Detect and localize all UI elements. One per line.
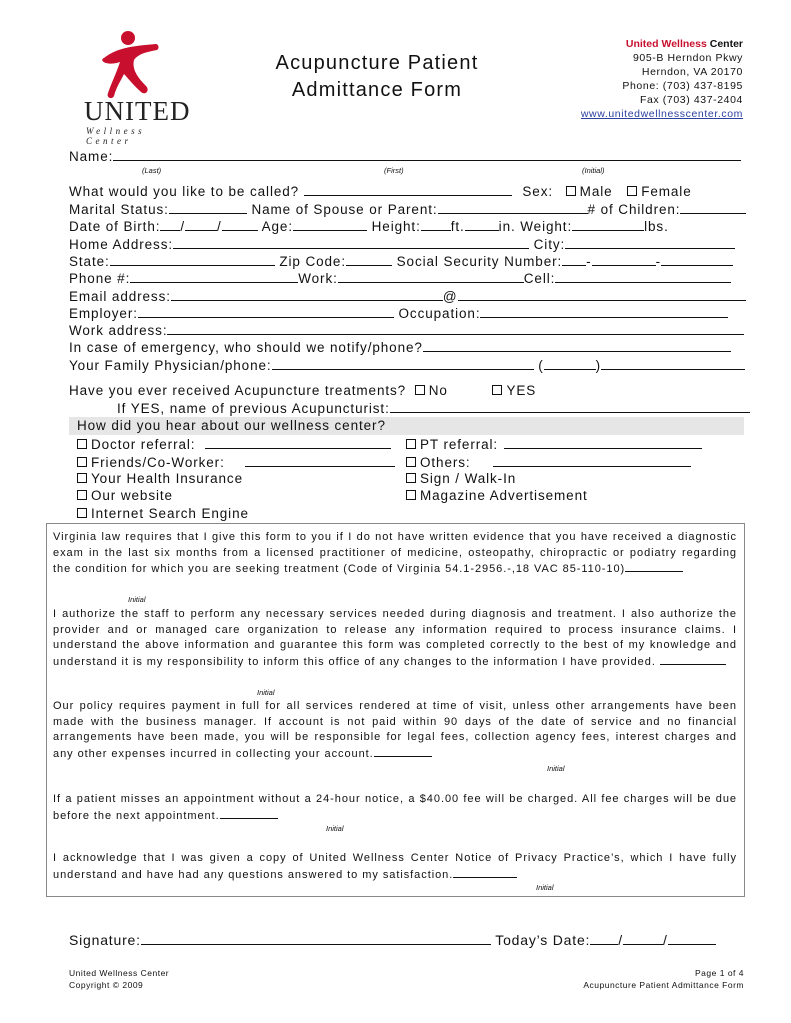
others-field[interactable]	[493, 453, 691, 467]
initial-field-4[interactable]	[220, 808, 278, 819]
logo-subtitle: Wellness Center	[86, 126, 146, 146]
dob-day-field[interactable]	[185, 217, 217, 231]
email-user-field[interactable]	[171, 287, 443, 301]
insurance-checkbox[interactable]	[77, 473, 87, 483]
legal-paragraph-1: Virginia law requires that I give this form to you if I do not have written evidence that you have received a diagnostic exam in the last six months from a licensed practitioner of medicine, osteopathy, chiropractic or podiatry regarding the condition for which you are seeking treatment (Code of Virginia 54.1-2956.-,18 VAC 85-110-10)	[53, 531, 737, 576]
signature-row: Signature: Today’s Date: / /	[69, 931, 716, 949]
person-logo-icon	[84, 30, 194, 100]
signature-field[interactable]	[141, 931, 491, 945]
initial-label-3: Initial	[547, 764, 565, 773]
search-engine-checkbox[interactable]	[77, 508, 87, 518]
footer-copyright: Copyright © 2009	[69, 980, 144, 990]
marital-row: Marital Status: Name of Spouse or Parent: # of Children:	[69, 200, 746, 218]
dob-row: Date of Birth: / / Age: Height: ft. in. Weight: lbs.	[69, 219, 669, 234]
address-line-1: 905-B Herndon Pkwy	[632, 52, 743, 64]
initial-field-3[interactable]	[374, 746, 432, 757]
work-phone-field[interactable]	[338, 269, 524, 283]
children-field[interactable]	[680, 200, 746, 214]
name-row: Name:	[69, 147, 741, 165]
insurance-option: Your Health Insurance	[77, 470, 243, 488]
emergency-row: In case of emergency, who should we notify/phone?	[69, 338, 731, 356]
weight-field[interactable]	[572, 217, 644, 231]
cell-field[interactable]	[555, 269, 731, 283]
physician-phone-field[interactable]	[601, 356, 745, 370]
website-link[interactable]: www.unitedwellnesscenter.com	[580, 108, 743, 120]
others-checkbox[interactable]	[406, 457, 416, 467]
called-row: What would you like to be called? Sex: Male Female	[69, 184, 692, 199]
employer-field[interactable]	[138, 304, 394, 318]
home-row: Home Address: City:	[69, 235, 735, 253]
work-address-row: Work address:	[69, 321, 744, 339]
title-line-2: Admittance Form	[291, 79, 463, 101]
footer-left	[69, 967, 169, 991]
footer-org: United Wellness Center	[69, 968, 170, 978]
phone-row: Phone #: Work: Cell:	[69, 269, 731, 287]
ssn-field-3[interactable]	[661, 252, 733, 266]
height-ft-field[interactable]	[421, 217, 451, 231]
city-field[interactable]	[565, 235, 735, 249]
male-checkbox[interactable]	[566, 186, 576, 196]
phone-line: Phone: (703) 437-8195	[622, 80, 743, 92]
prev-acupuncturist-row: If YES, name of previous Acupuncturist:	[117, 399, 750, 417]
title-line-1: Acupuncture Patient	[275, 52, 479, 74]
state-row: State: Zip Code: Social Security Number: - -	[69, 252, 733, 270]
ssn-field-2[interactable]	[592, 252, 656, 266]
first-caption: (First)	[384, 166, 404, 175]
female-checkbox[interactable]	[627, 186, 637, 196]
magazine-option: Magazine Advertisement	[406, 487, 588, 505]
doctor-referral-option: Doctor referral:	[77, 435, 391, 453]
friends-option: Friends/Co-Worker:	[77, 453, 395, 471]
work-address-field[interactable]	[167, 321, 744, 335]
ssn-field-1[interactable]	[562, 252, 586, 266]
legal-paragraph-4: If a patient misses an appointment without a 24-hour notice, a $40.00 fee will be charged. All fee charges will be due before the next appointment.	[53, 793, 737, 822]
employer-row: Employer: Occupation:	[69, 304, 728, 322]
acu-yes-checkbox[interactable]	[492, 385, 502, 395]
legal-paragraph-5: I acknowledge that I was given a copy of United Wellness Center Notice of Privacy Practice’s, which I have fully understand and have had any questions answered to my satisfaction.	[53, 852, 737, 881]
footer-page-number: Page 1 of 4	[695, 968, 744, 978]
date-day-field[interactable]	[623, 931, 663, 945]
pt-referral-field[interactable]	[504, 435, 702, 449]
contact-block	[581, 37, 743, 121]
pt-referral-option: PT referral:	[406, 435, 702, 453]
magazine-checkbox[interactable]	[406, 490, 416, 500]
dob-year-field[interactable]	[222, 217, 258, 231]
initial-field-1[interactable]	[625, 561, 683, 572]
age-field[interactable]	[293, 217, 367, 231]
initial-label-4: Initial	[326, 824, 344, 833]
nickname-field[interactable]	[304, 182, 512, 196]
emergency-field[interactable]	[423, 338, 731, 352]
physician-area-code-field[interactable]	[544, 356, 596, 370]
org-name: United Wellness Center	[625, 38, 743, 50]
zip-field[interactable]	[346, 252, 392, 266]
website-checkbox[interactable]	[77, 490, 87, 500]
doctor-referral-checkbox[interactable]	[77, 439, 87, 449]
state-field[interactable]	[110, 252, 275, 266]
home-address-field[interactable]	[173, 235, 529, 249]
doctor-referral-field[interactable]	[205, 435, 391, 449]
initial-field-5[interactable]	[453, 867, 517, 878]
spouse-field[interactable]	[438, 200, 588, 214]
logo-wordmark: UNITED	[84, 96, 191, 126]
physician-row: Your Family Physician/phone: ( )	[69, 356, 745, 374]
dob-month-field[interactable]	[160, 217, 180, 231]
footer-right	[583, 967, 744, 991]
email-row: Email address: @	[69, 287, 746, 305]
acu-no-checkbox[interactable]	[415, 385, 425, 395]
initial-label-2: Initial	[257, 688, 275, 697]
physician-field[interactable]	[272, 356, 534, 370]
logo	[84, 30, 194, 146]
initial-label-5: Initial	[536, 883, 554, 892]
date-month-field[interactable]	[590, 931, 618, 945]
date-year-field[interactable]	[668, 931, 716, 945]
page-title	[247, 50, 507, 104]
acupuncture-row: Have you ever received Acupuncture treatments? No YES	[69, 383, 537, 398]
sign-walkin-checkbox[interactable]	[406, 473, 416, 483]
email-domain-field[interactable]	[458, 287, 746, 301]
pt-referral-checkbox[interactable]	[406, 439, 416, 449]
address-line-2: Herndon, VA 20170	[641, 66, 743, 78]
phone-field[interactable]	[130, 269, 298, 283]
legal-paragraph-3: Our policy requires payment in full for all services rendered at time of visit, unless other arrangements have been made with the business manager. If account is not paid within 90 days of the date of service and no financial arrangements have been made, you will be responsible for legal fees, collection agency fees, interest charges and any other expenses incurred in collecting your account.	[53, 700, 737, 760]
last-caption: (Last)	[142, 166, 162, 175]
others-option: Others:	[406, 453, 691, 471]
initial-caption: (Initial)	[582, 166, 605, 175]
prev-acupuncturist-field[interactable]	[390, 399, 750, 413]
marital-field[interactable]	[169, 200, 247, 214]
name-field[interactable]	[113, 147, 741, 161]
hear-about-question: How did you hear about our wellness center?	[77, 418, 386, 433]
search-engine-option: Internet Search Engine	[77, 505, 249, 523]
footer-doc-title: Acupuncture Patient Admittance Form	[583, 980, 744, 990]
friends-field[interactable]	[245, 453, 395, 467]
friends-checkbox[interactable]	[77, 457, 87, 467]
legal-paragraph-2: I authorize the staff to perform any necessary services needed during diagnosis and treatment. I also authorize the provider and or managed care organization to release any information required to process insurance claims. I understand the above information and guarantee this form was completed correctly to the best of my knowledge and understand it is my responsibility to inform this office of any changes to the information I have provided.	[53, 608, 737, 668]
sign-walkin-option: Sign / Walk-In	[406, 470, 516, 488]
website-option: Our website	[77, 487, 173, 505]
initial-field-2[interactable]	[660, 654, 726, 665]
fax-line: Fax (703) 437-2404	[639, 94, 743, 106]
occupation-field[interactable]	[480, 304, 728, 318]
height-in-field[interactable]	[465, 217, 499, 231]
initial-label-1: Initial	[128, 595, 146, 604]
